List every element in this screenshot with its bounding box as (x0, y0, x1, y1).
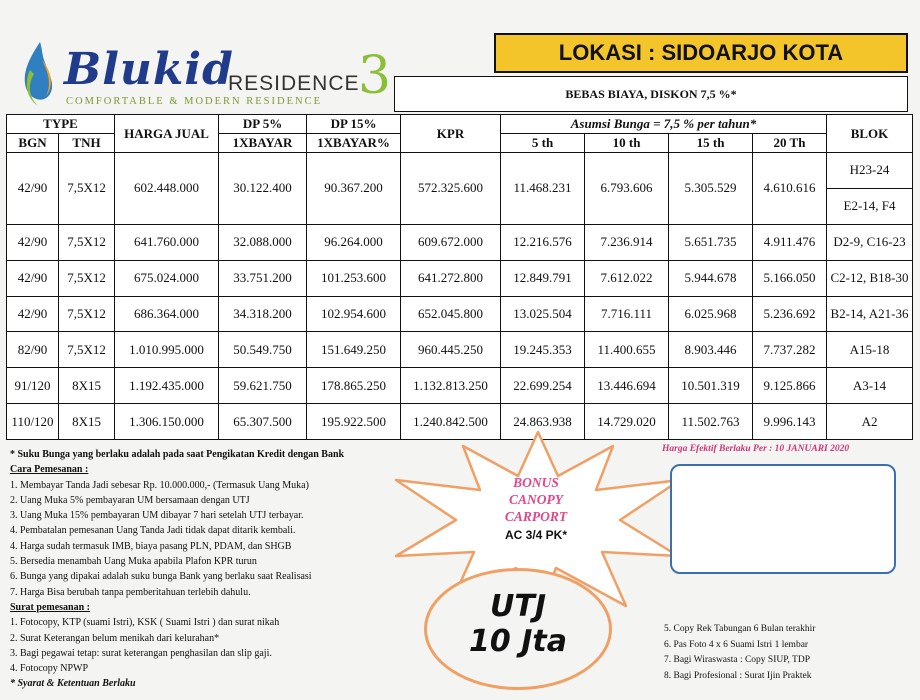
header-bgn: BGN (7, 134, 59, 153)
header-type: TYPE (7, 115, 115, 134)
cell-kpr: 572.325.600 (401, 153, 501, 225)
table-row (7, 368, 913, 404)
list-item: 4. Harga sudah termasuk IMB, biaya pasang PLN, PDAM, dan SHGB (10, 540, 292, 552)
list-item: 2. Uang Muka 5% pembayaran UM bersamaan dengan UTJ (10, 494, 250, 506)
bonus-line: CARPORT (504, 509, 568, 524)
cell-blok (827, 153, 913, 225)
blank-box (670, 464, 896, 574)
header-tnh: TNH (59, 134, 115, 153)
header-asumsi-bunga: Asumsi Bunga = 7,5 % per tahun* (501, 115, 827, 134)
ac-bonus: AC 3/4 PK* (504, 528, 568, 542)
cell-tnh: 8X15 (59, 404, 115, 440)
cell-kpr: 1.132.813.250 (401, 368, 501, 404)
cell-harga: 602.448.000 (115, 153, 219, 225)
water-drop-icon (18, 40, 58, 110)
syarat-note: * Syarat & Ketentuan Berlaku (10, 678, 136, 690)
cell-blok: D2-9, C16-23 (827, 224, 913, 260)
cell-kpr: 960.445.250 (401, 332, 501, 368)
list-item: 7. Bagi Wiraswasta : Copy SIUP, TDP (664, 655, 810, 665)
brand-residence: RESIDENCE (228, 72, 360, 95)
list-item: 6. Pas Foto 4 x 6 Suami Istri 1 lembar (664, 639, 809, 650)
cell-5th: 12.849.791 (501, 260, 585, 296)
cell-5th: 13.025.504 (501, 296, 585, 332)
surat-pemesanan-title: Surat pemesanan : (10, 601, 91, 613)
list-item: 4. Fotocopy NPWP (10, 663, 89, 675)
cell-10th: 7.716.111 (585, 296, 669, 332)
cell-10th: 14.729.020 (585, 404, 669, 440)
cell-10th: 11.400.655 (585, 332, 669, 368)
cell-blok-line1: H23-24 (827, 153, 912, 189)
cell-5th: 22.699.254 (501, 368, 585, 404)
cell-dp15: 102.954.600 (307, 296, 401, 332)
cara-pemesanan-title: Cara Pemesanan : (10, 464, 89, 476)
cell-5th: 24.863.938 (501, 404, 585, 440)
cell-10th: 6.793.606 (585, 153, 669, 225)
cell-15th: 5.305.529 (669, 153, 753, 225)
cell-20th: 4.610.616 (753, 153, 827, 225)
interest-note: * Suku Bunga yang berlaku adalah pada saat Pengikatan Kredit dengan Bank (10, 449, 345, 460)
cell-dp15: 96.264.000 (307, 224, 401, 260)
cell-20th: 7.737.282 (753, 332, 827, 368)
list-item: 1. Membayar Tanda Jadi sebesar Rp. 10.000.000,- (Termasuk Uang Muka) (10, 479, 309, 491)
utj-amount: 10 Jta (469, 624, 567, 659)
list-item: 5. Bersedia menambah Uang Muka apabila Plafon KPR turun (10, 556, 257, 568)
brand-name: Blukid (64, 44, 234, 95)
cell-blok: C2-12, B18-30 (827, 260, 913, 296)
cell-10th: 7.236.914 (585, 224, 669, 260)
cell-5th: 19.245.353 (501, 332, 585, 368)
cell-bgn: 91/120 (7, 368, 59, 404)
cell-dp5: 65.307.500 (219, 404, 307, 440)
cell-bgn: 42/90 (7, 153, 59, 225)
cell-dp15: 151.649.250 (307, 332, 401, 368)
bonus-line: BONUS (513, 475, 559, 490)
cell-dp15: 101.253.600 (307, 260, 401, 296)
header-5th: 5 th (501, 134, 585, 153)
cell-dp5: 32.088.000 (219, 224, 307, 260)
header-kpr: KPR (401, 115, 501, 153)
header-10th: 10 th (585, 134, 669, 153)
price-table (6, 114, 913, 440)
list-item: 3. Bagi pegawai tetap: surat keterangan penghasilan dan slip gaji. (10, 647, 272, 659)
terms-notes (10, 447, 430, 692)
cell-20th: 5.236.692 (753, 296, 827, 332)
table-row (7, 296, 913, 332)
cell-5th: 12.216.576 (501, 224, 585, 260)
cell-dp15: 195.922.500 (307, 404, 401, 440)
cell-tnh: 7,5X12 (59, 153, 115, 225)
list-item: 2. Surat Keterangan belum menikah dari kelurahan* (10, 632, 220, 644)
cell-blok: A2 (827, 404, 913, 440)
cell-bgn: 42/90 (7, 296, 59, 332)
cell-10th: 7.612.022 (585, 260, 669, 296)
header-dp15: DP 15% (307, 115, 401, 134)
cell-15th: 11.502.763 (669, 404, 753, 440)
header-dp5-1xbayar: 1XBAYAR (219, 134, 307, 153)
cell-blok: B2-14, A21-36 (827, 296, 913, 332)
cell-dp5: 34.318.200 (219, 296, 307, 332)
cell-harga: 1.306.150.000 (115, 404, 219, 440)
header-dp5: DP 5% (219, 115, 307, 134)
cell-15th: 5.651.735 (669, 224, 753, 260)
cell-20th: 9.125.866 (753, 368, 827, 404)
cell-15th: 8.903.446 (669, 332, 753, 368)
promo-banner: BEBAS BIAYA, DISKON 7,5 %* (394, 76, 908, 112)
cell-tnh: 7,5X12 (59, 296, 115, 332)
header-blok: BLOK (827, 115, 913, 153)
cell-harga: 686.364.000 (115, 296, 219, 332)
cell-kpr: 609.672.000 (401, 224, 501, 260)
cell-15th: 10.501.319 (669, 368, 753, 404)
cell-20th: 4.911.476 (753, 224, 827, 260)
header-20th: 20 Th (753, 134, 827, 153)
header-harga-jual: HARGA JUAL (115, 115, 219, 153)
effective-date-note: Harga Efektif Berlaku Per : 10 JANUARI 2020 (662, 444, 850, 454)
cell-tnh: 7,5X12 (59, 224, 115, 260)
list-item: 6. Bunga yang dipakai adalah suku bunga Bank yang berlaku saat Realisasi (10, 571, 312, 583)
header-dp15-1xbayar: 1XBAYAR% (307, 134, 401, 153)
cell-dp5: 30.122.400 (219, 153, 307, 225)
cell-dp15: 178.865.250 (307, 368, 401, 404)
cell-harga: 1.192.435.000 (115, 368, 219, 404)
cell-harga: 641.760.000 (115, 224, 219, 260)
brand-logo (8, 36, 398, 116)
cell-bgn: 42/90 (7, 224, 59, 260)
cell-dp15: 90.367.200 (307, 153, 401, 225)
cell-bgn: 110/120 (7, 404, 59, 440)
cell-5th: 11.468.231 (501, 153, 585, 225)
list-item: 3. Uang Muka 15% pembayaran UM dibayar 7 hari setelah UTJ terbayar. (10, 510, 304, 522)
utj-label: UTJ (490, 589, 546, 624)
cell-tnh: 7,5X12 (59, 260, 115, 296)
cell-dp5: 59.621.750 (219, 368, 307, 404)
cell-tnh: 7,5X12 (59, 332, 115, 368)
cell-kpr: 641.272.800 (401, 260, 501, 296)
cell-blok: A3-14 (827, 368, 913, 404)
header-15th: 15 th (669, 134, 753, 153)
cell-15th: 5.944.678 (669, 260, 753, 296)
list-item: 1. Fotocopy, KTP (suami Istri), KSK ( Suami Istri ) dan surat nikah (10, 617, 280, 629)
cell-15th: 6.025.968 (669, 296, 753, 332)
location-banner: LOKASI : SIDOARJO KOTA (494, 33, 908, 73)
cell-blok: A15-18 (827, 332, 913, 368)
cell-10th: 13.446.694 (585, 368, 669, 404)
list-item: 8. Bagi Profesional : Surat Ijin Praktek (664, 670, 812, 681)
brand-number: 3 (358, 46, 392, 106)
list-item: 4. Pembatalan pemesanan Uang Tanda Jadi tidak dapat ditarik kembali. (10, 525, 296, 537)
cell-20th: 9.996.143 (753, 404, 827, 440)
right-notes (664, 622, 815, 684)
cell-tnh: 8X15 (59, 368, 115, 404)
cell-dp5: 33.751.200 (219, 260, 307, 296)
cell-dp5: 50.549.750 (219, 332, 307, 368)
cell-harga: 1.010.995.000 (115, 332, 219, 368)
list-item: 5. Copy Rek Tabungan 6 Bulan terakhir (664, 624, 816, 634)
table-row (7, 332, 913, 368)
cell-kpr: 652.045.800 (401, 296, 501, 332)
cell-20th: 5.166.050 (753, 260, 827, 296)
cell-harga: 675.024.000 (115, 260, 219, 296)
brand-tagline: COMFORTABLE & MODERN RESIDENCE (66, 96, 322, 107)
bonus-line: CANOPY (509, 492, 563, 507)
bonus-text (456, 474, 616, 525)
table-row (7, 224, 913, 260)
cell-bgn: 42/90 (7, 260, 59, 296)
table-row (7, 153, 913, 225)
table-row (7, 260, 913, 296)
cell-blok-line2: E2-14, F4 (843, 198, 896, 214)
cell-bgn: 82/90 (7, 332, 59, 368)
cell-kpr: 1.240.842.500 (401, 404, 501, 440)
list-item: 7. Harga Bisa berubah tanpa pemberitahuan terlebih dahulu. (10, 586, 251, 598)
